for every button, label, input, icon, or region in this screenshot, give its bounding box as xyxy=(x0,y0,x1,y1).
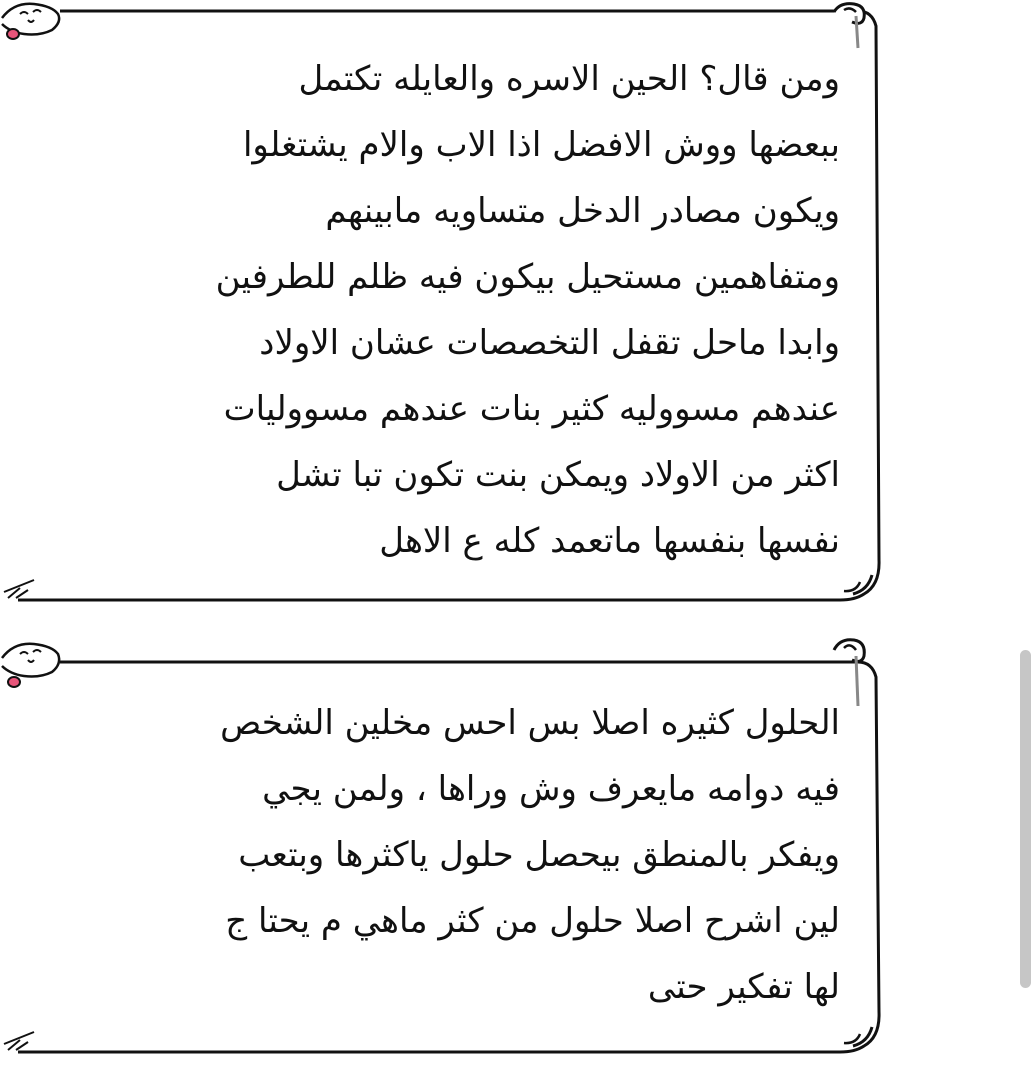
card-1-text xyxy=(70,46,840,574)
cat-face-icon xyxy=(0,638,64,698)
message-card-2 xyxy=(0,632,890,1056)
card-1-line-2: ببعضها ووش الافضل اذا الاب والام يشتغلوا xyxy=(242,125,840,165)
card-2-text xyxy=(70,690,840,1020)
card-2-line-1: الحلول كثيره اصلا بس احس مخلين الشخص xyxy=(220,703,840,743)
cat-face-icon xyxy=(0,0,64,48)
card-1-line-5: وابدا ماحل تقفل التخصصات عشان الاولاد xyxy=(259,323,840,363)
vertical-scrollbar[interactable] xyxy=(1012,0,1031,1074)
message-card-1 xyxy=(0,0,890,606)
scrollbar-thumb[interactable] xyxy=(1020,650,1031,988)
card-1-line-3: ويكون مصادر الدخل متساويه مابينهم xyxy=(325,191,840,231)
card-2-line-3: ويفكر بالمنطق بيحصل حلول ياكثرها وبتعب xyxy=(238,835,840,875)
scratch-marks-icon xyxy=(0,1024,44,1054)
card-2-line-2: فيه دوامه مايعرف وش وراها ، ولمن يجي xyxy=(262,769,840,809)
card-1-line-1: ومن قال؟ الحين الاسره والعايله تكتمل xyxy=(298,59,840,99)
card-1-line-7: اكثر من الاولاد ويمكن بنت تكون تبا تشل xyxy=(276,455,840,495)
card-2-line-4: لين اشرح اصلا حلول من كثر ماهي م يحتا ج xyxy=(225,901,840,941)
scratch-marks-icon xyxy=(0,572,44,602)
card-1-line-6: عندهم مسووليه كثير بنات عندهم مسووليات xyxy=(223,389,840,429)
card-1-line-8: نفسها بنفسها ماتعمد كله ع الاهل xyxy=(379,521,840,561)
card-2-line-5: لها تفكير حتى xyxy=(647,967,840,1007)
card-1-line-4: ومتفاهمين مستحيل بيكون فيه ظلم للطرفين xyxy=(215,257,840,297)
